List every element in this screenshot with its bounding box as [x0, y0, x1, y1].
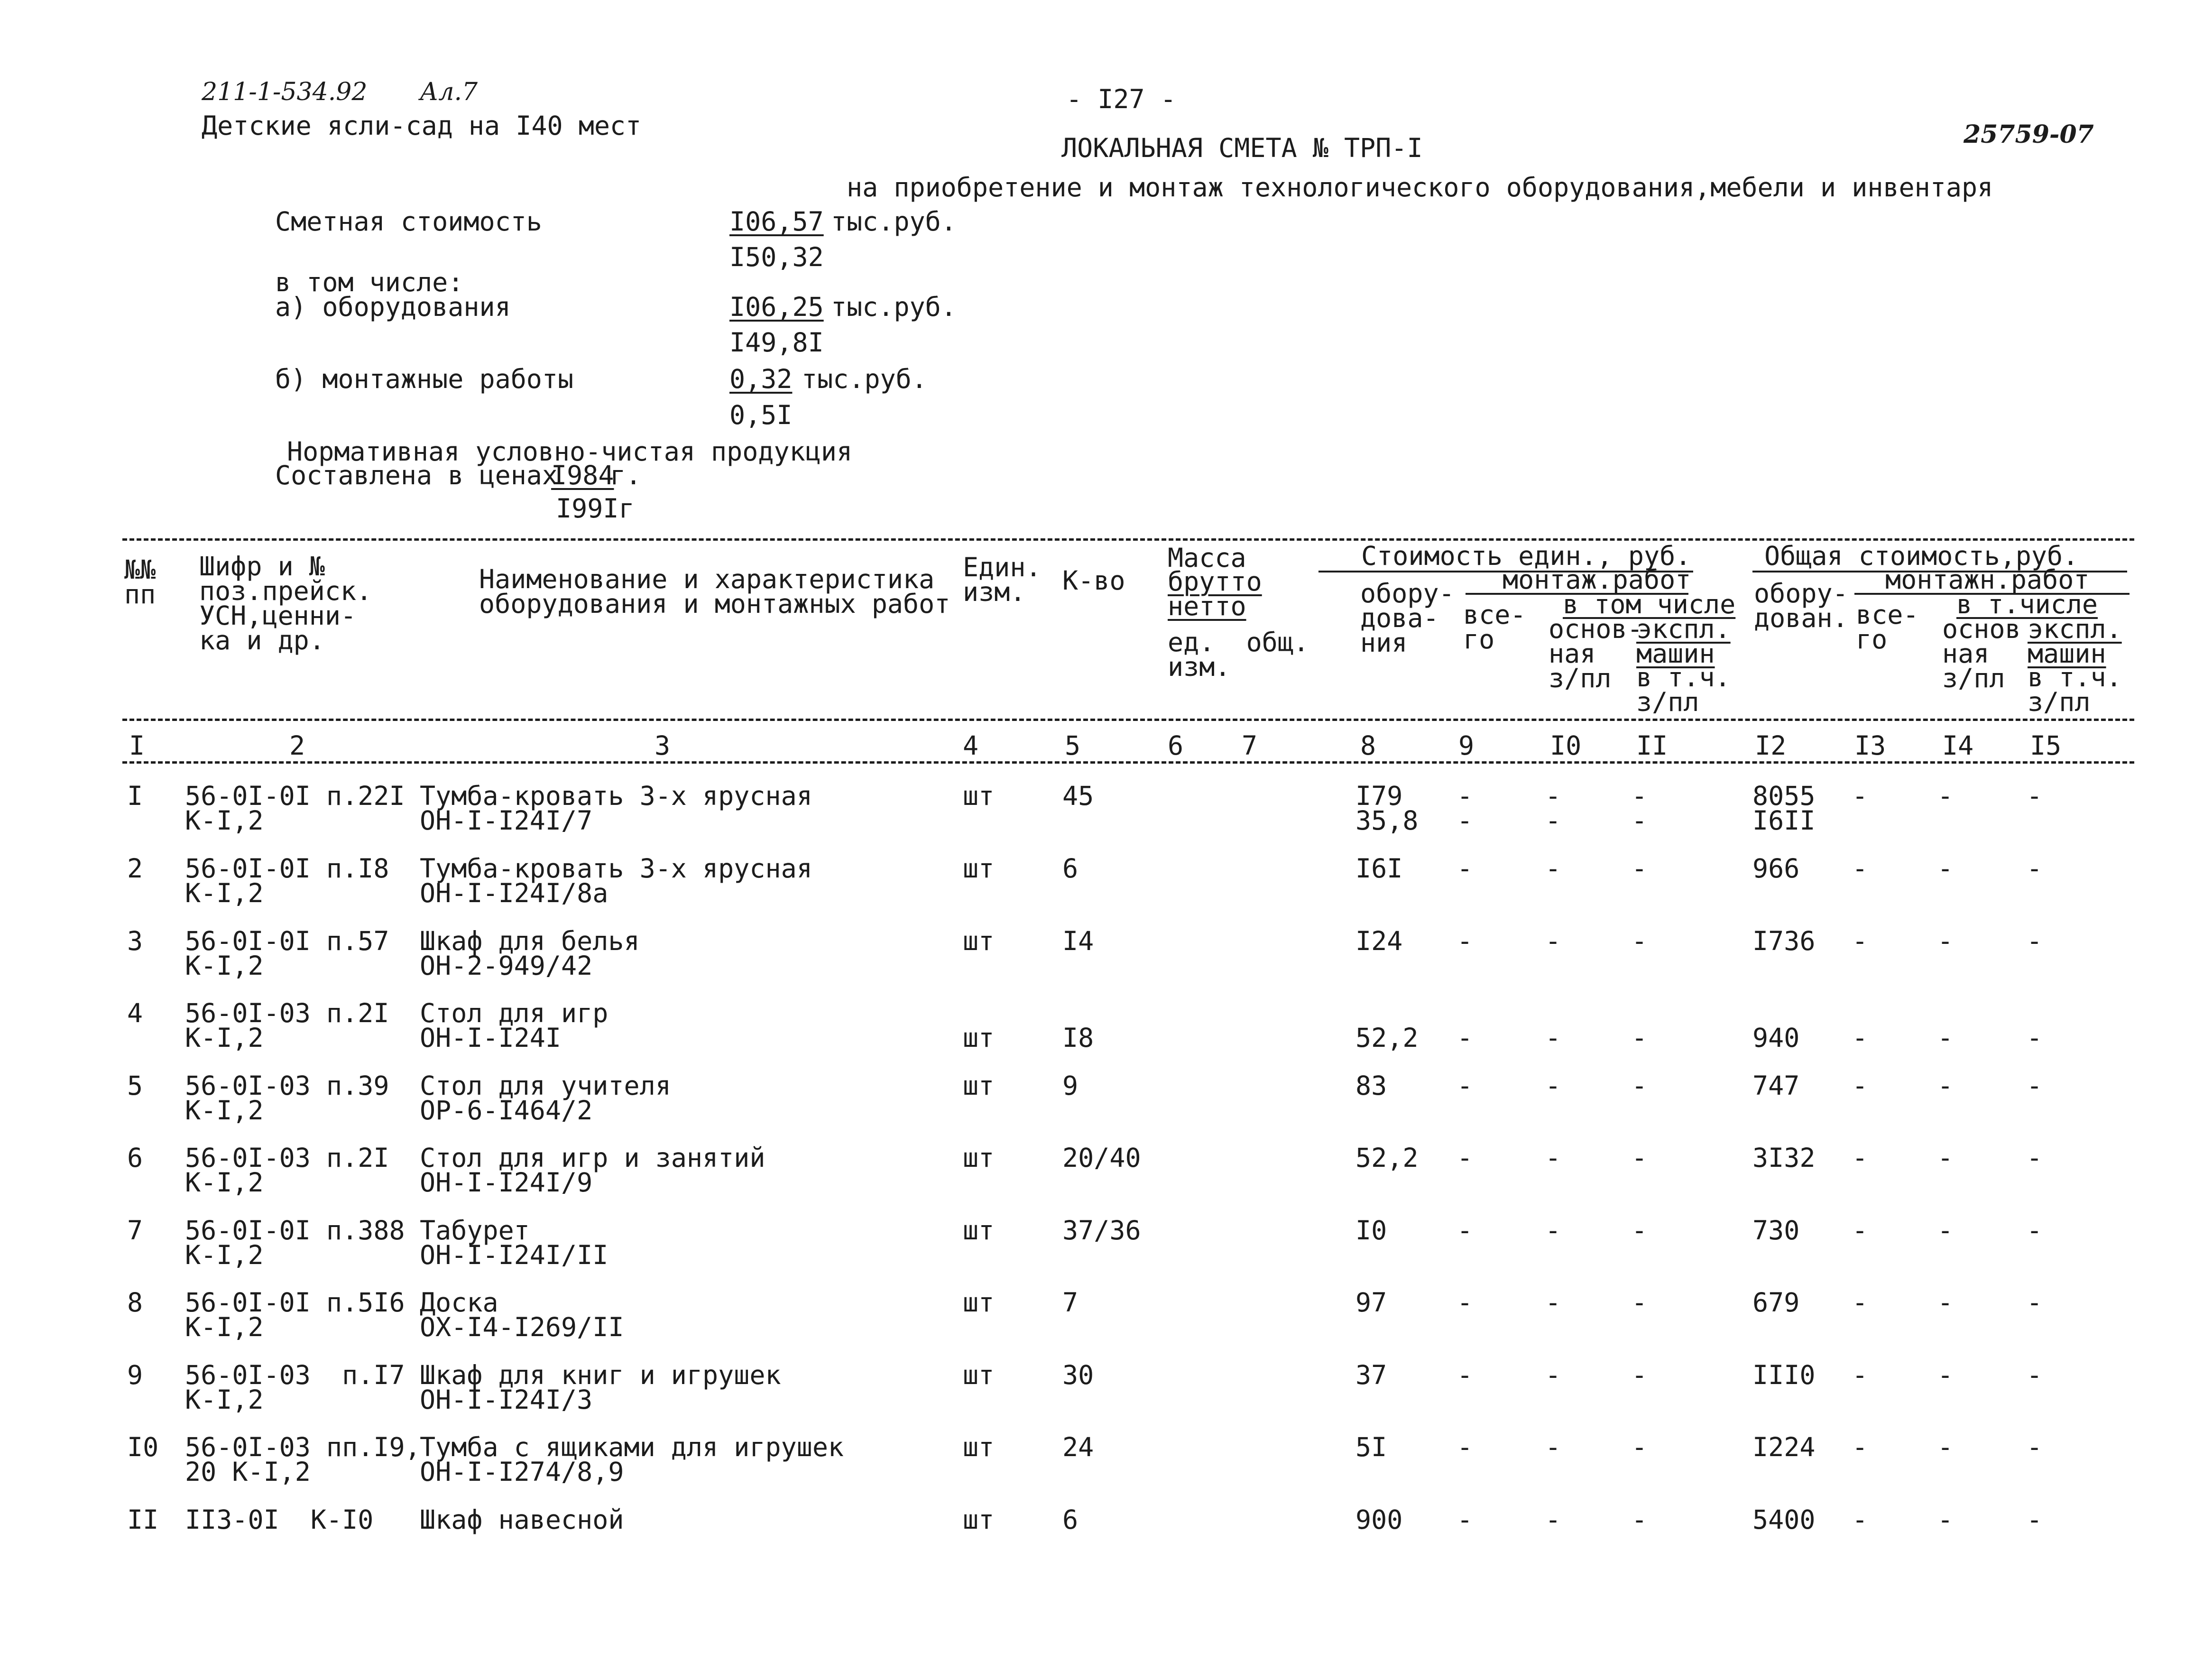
row-unit-machines: -	[1632, 1287, 1648, 1318]
row-quantity: I4	[1062, 926, 1094, 956]
album-number: Ал.7	[420, 78, 478, 106]
col-num-12: I2	[1755, 730, 1787, 761]
col-num-14: I4	[1942, 730, 1974, 761]
prices-year-suffix: г.	[610, 460, 642, 490]
row-code: 56-0I-0I п.I8 К-I,2	[185, 853, 389, 908]
col-num-13: I3	[1854, 730, 1886, 761]
row-total-equipment-cost: 730	[1752, 1215, 1800, 1246]
row-unit-basic-wage: -	[1545, 926, 1561, 956]
row-code: 56-0I-0I п.22I К-I,2	[185, 781, 405, 836]
row-number: 3	[127, 926, 143, 956]
row-number: 8	[127, 1287, 143, 1318]
col-num-5: 5	[1065, 730, 1081, 761]
page-number: - I27 -	[1066, 84, 1176, 114]
row-number: I0	[127, 1432, 159, 1462]
unit-installation-header: монтаж.работ	[1503, 564, 1691, 595]
row-total-machines: -	[2027, 1360, 2043, 1390]
row-total-machines: -	[2027, 781, 2043, 811]
col-name-header: Наименование и характеристика оборудования и монтажных работ	[479, 564, 950, 619]
row-total-equipment-cost: 679	[1752, 1287, 1800, 1318]
including-label: в том числе:	[275, 267, 464, 297]
col-num-3: 3	[655, 730, 671, 761]
row-unit-machines: -	[1632, 1505, 1648, 1535]
mass-net-header: нетто	[1168, 591, 1246, 621]
col-num-15: I5	[2030, 730, 2062, 761]
equipment-value-alt: I49,8I	[729, 327, 824, 358]
row-name: Шкаф для белья ОН-2-949/42	[420, 926, 640, 981]
row-total-install: -	[1852, 1505, 1868, 1535]
row-total-machines: -	[2027, 1287, 2043, 1318]
row-unit-install-total: -	[1457, 1143, 1473, 1173]
row-quantity: 9	[1062, 1071, 1079, 1101]
table-row	[0, 998, 2185, 1053]
table-row	[0, 1215, 2185, 1270]
mass-unit-header: ед. общ. изм.	[1168, 627, 1309, 682]
installation-label: б) монтажные работы	[275, 364, 574, 394]
row-number: 2	[127, 853, 143, 884]
row-total-machines: -	[2027, 1215, 2043, 1246]
row-unit: шт	[963, 1215, 995, 1246]
cost-label: Сметная стоимость	[275, 206, 542, 237]
col-num-1: I	[129, 730, 145, 761]
mass-header: Масса	[1168, 543, 1246, 573]
row-unit-machines: -	[1632, 1215, 1648, 1246]
row-total-equipment-cost: 5400	[1752, 1505, 1816, 1535]
total-total-header: все- го	[1856, 600, 1919, 655]
row-name: Стол для учителя ОР-6-I464/2	[420, 1071, 671, 1126]
row-unit-install-total: -	[1457, 1287, 1473, 1318]
total-equipment-header: обору- дован.	[1754, 578, 1848, 633]
table-row	[0, 1360, 2185, 1415]
row-code: 56-0I-03 п.39 К-I,2	[185, 1071, 389, 1126]
col-num-8: 8	[1360, 730, 1376, 761]
col-number-header: №№ пп	[124, 554, 156, 609]
row-name: Тумба с ящиками для игрушек ОН-I-I274/8,9	[420, 1432, 844, 1487]
row-unit-machines: -	[1632, 1143, 1648, 1173]
unit-machines-header: экспл. машин	[1636, 614, 1731, 669]
row-unit-install-total: -	[1457, 1505, 1473, 1535]
row-name: Стол для игр и занятий ОН-I-I24I/9	[420, 1143, 765, 1198]
row-unit-equipment-cost: 52,2	[1355, 1023, 1419, 1053]
row-unit-equipment-cost: I0	[1355, 1215, 1387, 1246]
unit-cost-header: Стоимость един., руб.	[1361, 541, 1691, 571]
cost-value-alt: I50,32	[729, 242, 824, 272]
col-num-4: 4	[963, 730, 979, 761]
equipment-value: I06,25	[729, 292, 824, 322]
row-unit-install-total: -	[1457, 926, 1473, 956]
row-number: 4	[127, 998, 143, 1028]
row-name: Тумба-кровать 3-х ярусная ОН-I-I24I/7	[420, 781, 812, 836]
row-unit-machines: - -	[1632, 781, 1648, 836]
row-number: 7	[127, 1215, 143, 1246]
row-total-basic-wage: -	[1937, 1143, 1954, 1173]
col-qty-header: К-во	[1062, 565, 1125, 596]
row-total-equipment-cost: I736	[1752, 926, 1816, 956]
row-total-basic-wage: -	[1937, 781, 1954, 811]
prices-year: I984	[551, 460, 614, 490]
row-unit-install-total: -	[1457, 1215, 1473, 1246]
row-total-install: -	[1852, 1143, 1868, 1173]
row-unit: шт	[963, 1287, 995, 1318]
row-unit-basic-wage: -	[1545, 1432, 1561, 1462]
row-unit-machines: -	[1632, 1360, 1648, 1390]
row-total-install: -	[1852, 1360, 1868, 1390]
installation-value-alt: 0,5I	[729, 400, 793, 430]
table-row	[0, 926, 2185, 981]
prices-year-alt: I99Iг	[556, 493, 635, 524]
row-name: Тумба-кровать 3-х ярусная ОН-I-I24I/8а	[420, 853, 812, 908]
row-total-install: -	[1852, 781, 1868, 811]
row-name: Доска ОХ-I4-I269/II	[420, 1287, 624, 1342]
row-unit-equipment-cost: 52,2	[1355, 1143, 1419, 1173]
prices-label: Составлена в ценах	[275, 460, 558, 490]
row-number: 9	[127, 1360, 143, 1390]
row-unit: шт	[963, 926, 995, 956]
row-total-basic-wage: -	[1937, 1023, 1954, 1053]
row-unit-basic-wage: -	[1545, 1505, 1561, 1535]
row-number: II	[127, 1505, 159, 1535]
row-total-install: -	[1852, 926, 1868, 956]
row-total-basic-wage: -	[1937, 1287, 1954, 1318]
unit-equipment-header: обору- дова- ния	[1360, 578, 1455, 658]
estimate-title: ЛОКАЛЬНАЯ СМЕТА № ТРП-I	[1061, 133, 1423, 163]
row-quantity: 45	[1062, 781, 1094, 811]
row-unit-install-total: -	[1457, 1360, 1473, 1390]
row-total-equipment-cost: III0	[1752, 1360, 1816, 1390]
table-row	[0, 1073, 2185, 1126]
row-total-equipment-cost: 966	[1752, 853, 1800, 884]
col-unit-header: Един. изм.	[963, 552, 1042, 607]
row-unit-install-total: -	[1457, 1071, 1473, 1101]
row-total-machines: -	[2027, 1071, 2043, 1101]
row-quantity: 30	[1062, 1360, 1094, 1390]
row-unit: шт	[963, 1360, 995, 1390]
table-row	[0, 1287, 2185, 1342]
row-unit-equipment-cost: 97	[1355, 1287, 1387, 1318]
row-code: 56-0I-0I п.388 К-I,2	[185, 1215, 405, 1270]
row-unit-install-total: - -	[1457, 781, 1473, 836]
row-unit-machines: -	[1632, 926, 1648, 956]
row-quantity: I8	[1062, 1023, 1094, 1053]
row-total-basic-wage: -	[1937, 1505, 1954, 1535]
row-unit-equipment-cost: I24	[1355, 926, 1403, 956]
row-total-basic-wage: -	[1937, 926, 1954, 956]
doc-code: 211-1-534.92	[202, 78, 368, 106]
unit-incl-header: в том числе	[1563, 589, 1736, 619]
row-total-equipment-cost: I224	[1752, 1432, 1816, 1462]
unit-total-header: все- го	[1463, 600, 1526, 655]
row-number: I	[127, 781, 143, 811]
row-unit-equipment-cost: 83	[1355, 1071, 1387, 1101]
row-quantity: 7	[1062, 1287, 1079, 1318]
row-total-basic-wage: -	[1937, 1360, 1954, 1390]
row-unit-basic-wage: -	[1545, 1143, 1561, 1173]
row-unit-machines: -	[1632, 1023, 1648, 1053]
estimate-subtitle: на приобретение и монтаж технологического оборудования,мебели и инвентаря	[847, 172, 1993, 203]
row-unit: шт	[963, 1505, 995, 1535]
project-name: Детские ясли-сад на I40 мест	[202, 111, 642, 141]
row-unit-install-total: -	[1457, 1432, 1473, 1462]
row-code: 56-0I-03 п.2I К-I,2	[185, 998, 389, 1053]
row-unit-equipment-cost: 5I	[1355, 1432, 1387, 1462]
document-number: 25759-07	[1964, 120, 2094, 149]
row-name: Шкаф навесной	[420, 1505, 624, 1535]
row-total-install: -	[1852, 1023, 1868, 1053]
total-installation-header: монтажн.работ	[1885, 564, 2090, 595]
mass-gross-header: брутто	[1168, 566, 1262, 597]
row-unit: шт	[963, 1071, 995, 1101]
col-num-10: I0	[1550, 730, 1582, 761]
row-quantity: 24	[1062, 1432, 1094, 1462]
col-num-2: 2	[289, 730, 305, 761]
row-total-install: -	[1852, 1432, 1868, 1462]
unit-machines-wage-header: в т.ч. з/пл	[1636, 662, 1731, 717]
table-row	[0, 1432, 2185, 1487]
row-total-equipment-cost: 3I32	[1752, 1143, 1816, 1173]
row-unit-machines: -	[1632, 853, 1648, 884]
row-unit-machines: -	[1632, 1071, 1648, 1101]
column-numbers-dashed-rule	[122, 761, 2134, 764]
net-product-label: Нормативная условно-чистая продукция	[287, 436, 853, 467]
total-machines-header: экспл. машин	[2028, 614, 2122, 669]
row-unit: шт	[963, 853, 995, 884]
row-unit-basic-wage: -	[1545, 853, 1561, 884]
table-row	[0, 781, 2185, 836]
unit-basic-wage-header: основ- ная з/пл	[1549, 614, 1643, 693]
row-total-install: -	[1852, 1071, 1868, 1101]
table-row	[0, 853, 2185, 908]
row-unit-install-total: -	[1457, 1023, 1473, 1053]
col-num-7: 7	[1242, 730, 1258, 761]
row-unit-basic-wage: - -	[1545, 781, 1561, 836]
col-num-6: 6	[1168, 730, 1184, 761]
row-total-machines: -	[2027, 926, 2043, 956]
row-quantity: 6	[1062, 1505, 1079, 1535]
row-unit-basic-wage: -	[1545, 1215, 1561, 1246]
table-row	[0, 1145, 2185, 1198]
row-code: 56-0I-0I п.57 К-I,2	[185, 926, 389, 981]
col-num-11: II	[1636, 730, 1668, 761]
total-machines-wage-header: в т.ч. з/пл	[2028, 662, 2122, 717]
row-total-equipment-cost: 940	[1752, 1023, 1800, 1053]
row-total-machines: -	[2027, 853, 2043, 884]
row-quantity: 20/40	[1062, 1143, 1141, 1173]
row-code: 56-0I-03 п.2I К-I,2	[185, 1143, 389, 1198]
row-total-equipment-cost: 8055 I6II	[1752, 781, 1816, 836]
row-total-machines: -	[2027, 1023, 2043, 1053]
row-unit: шт	[963, 781, 995, 811]
row-code: 56-0I-03 п.I7 К-I,2	[185, 1360, 405, 1415]
row-total-machines: -	[2027, 1505, 2043, 1535]
header-bottom-dashed-rule	[122, 719, 2134, 721]
row-quantity: 6	[1062, 853, 1079, 884]
row-name: Стол для игр ОН-I-I24I	[420, 998, 608, 1053]
row-unit-equipment-cost: 900	[1355, 1505, 1403, 1535]
total-cost-header: Общая стоимость,руб.	[1764, 541, 2079, 571]
row-unit-machines: -	[1632, 1432, 1648, 1462]
row-total-basic-wage: -	[1937, 1071, 1954, 1101]
row-number: 5	[127, 1071, 143, 1101]
row-total-basic-wage: -	[1937, 853, 1954, 884]
row-unit-basic-wage: -	[1545, 1360, 1561, 1390]
row-total-install: -	[1852, 853, 1868, 884]
row-total-machines: -	[2027, 1143, 2043, 1173]
row-code: 56-0I-03 пп.I9, 20 К-I,2	[185, 1432, 421, 1487]
row-total-basic-wage: -	[1937, 1215, 1954, 1246]
row-total-machines: -	[2027, 1432, 2043, 1462]
row-unit: шт	[963, 1432, 995, 1462]
row-unit-basic-wage: -	[1545, 1023, 1561, 1053]
row-number: 6	[127, 1143, 143, 1173]
cost-unit: тыс.руб.	[831, 206, 957, 237]
row-total-equipment-cost: 747	[1752, 1071, 1800, 1101]
equipment-unit: тыс.руб.	[831, 292, 957, 322]
col-num-9: 9	[1458, 730, 1475, 761]
row-quantity: 37/36	[1062, 1215, 1141, 1246]
installation-unit: тыс.руб.	[802, 364, 927, 394]
row-unit-equipment-cost: 37	[1355, 1360, 1387, 1390]
row-total-basic-wage: -	[1937, 1432, 1954, 1462]
installation-value: 0,32	[729, 364, 793, 394]
row-unit-equipment-cost: I6I	[1355, 853, 1403, 884]
row-unit: шт	[963, 1023, 995, 1053]
row-code: 56-0I-0I п.5I6 К-I,2	[185, 1287, 405, 1342]
row-total-install: -	[1852, 1287, 1868, 1318]
row-unit-install-total: -	[1457, 853, 1473, 884]
row-unit-equipment-cost: I79 35,8	[1355, 781, 1419, 836]
row-name: Шкаф для книг и игрушек ОН-I-I24I/3	[420, 1360, 781, 1415]
row-unit: шт	[963, 1143, 995, 1173]
row-unit-basic-wage: -	[1545, 1287, 1561, 1318]
row-name: Табурет ОН-I-I24I/II	[420, 1215, 608, 1270]
row-total-install: -	[1852, 1215, 1868, 1246]
equipment-label: а) оборудования	[275, 292, 511, 322]
col-code-header: Шифр и № поз.прейск. УСН,ценни- ка и др.	[199, 551, 372, 655]
row-unit-basic-wage: -	[1545, 1071, 1561, 1101]
table-row	[0, 1507, 2185, 1560]
total-incl-header: в т.числе	[1956, 589, 2098, 619]
row-code: II3-0I К-I0	[185, 1505, 374, 1535]
total-basic-wage-header: основ ная з/пл	[1942, 614, 2021, 693]
cost-value: I06,57	[729, 206, 824, 237]
